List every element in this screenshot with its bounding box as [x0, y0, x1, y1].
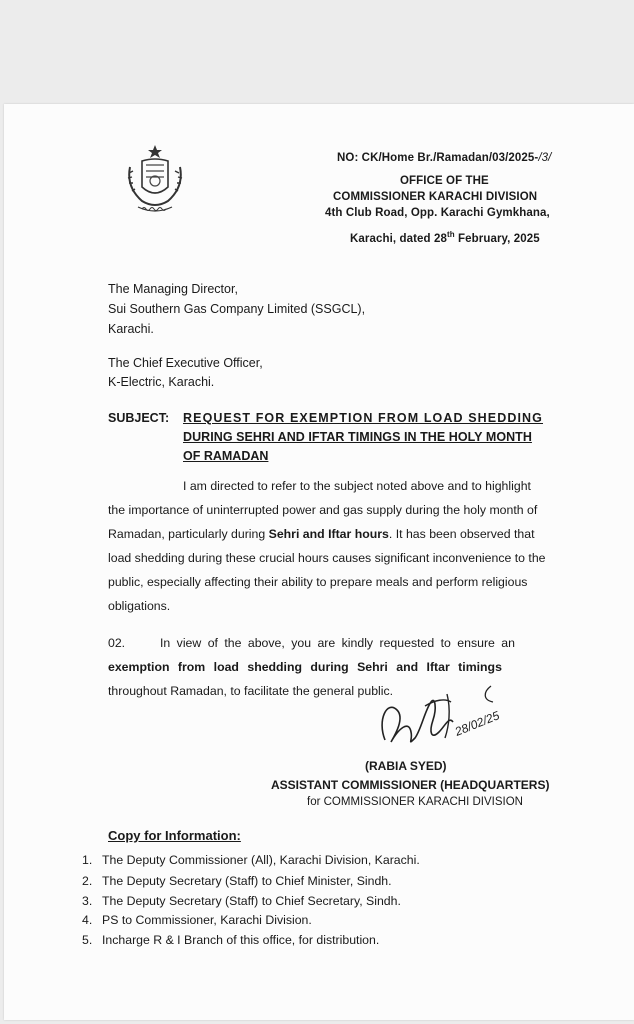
- para-1-line-1: I am directed to refer to the subject noted above and to highlight: [183, 479, 531, 493]
- copy-item-4-number: 4.: [82, 913, 93, 927]
- office-address: 4th Club Road, Opp. Karachi Gymkhana,: [325, 207, 550, 219]
- copy-item-5-number: 5.: [82, 933, 93, 947]
- government-seal-icon: [120, 143, 190, 217]
- addressee-1-line-2: Sui Southern Gas Company Limited (SSGCL),: [108, 302, 366, 316]
- office-name: COMMISSIONER KARACHI DIVISION: [333, 191, 538, 203]
- addressee-2-line-2: K-Electric, Karachi.: [108, 375, 215, 389]
- signature-icon: [365, 680, 515, 760]
- copy-item-2-number: 2.: [82, 874, 93, 888]
- subject-line-1: REQUEST FOR EXEMPTION FROM LOAD SHEDDING: [183, 411, 543, 425]
- addressee-1-line-1: The Managing Director,: [108, 282, 238, 296]
- addressee-2-line-1: The Chief Executive Officer,: [108, 356, 263, 370]
- subject-label: SUBJECT:: [108, 411, 170, 425]
- subject-line-3: OF RAMADAN: [183, 449, 269, 463]
- signatory-for: for COMMISSIONER KARACHI DIVISION: [307, 796, 523, 808]
- para-1-line-5: public, especially affecting their ability to prepare meals and perform religious: [108, 575, 528, 589]
- copy-item-3: The Deputy Secretary (Staff) to Chief Secretary, Sindh.: [102, 894, 401, 908]
- para-2-number: 02.: [108, 636, 126, 650]
- para-2-line-3: throughout Ramadan, to facilitate the general public.: [108, 684, 394, 698]
- copy-item-1-number: 1.: [82, 853, 93, 867]
- copy-item-3-number: 3.: [82, 894, 93, 908]
- letter-date: Karachi, dated 28th February, 2025: [350, 230, 540, 245]
- copy-item-2: The Deputy Secretary (Staff) to Chief Minister, Sindh.: [102, 874, 392, 888]
- copy-item-5: Incharge R & I Branch of this office, for distribution.: [102, 933, 380, 947]
- para-1-line-4: load shedding during these crucial hours causes significant inconvenience to the: [108, 551, 546, 565]
- reference-handwritten: /3/: [538, 152, 552, 164]
- signatory-designation: ASSISTANT COMMISSIONER (HEADQUARTERS): [271, 778, 550, 792]
- reference-number: NO: CK/Home Br./Ramadan/03/2025-/3/: [337, 152, 552, 164]
- para-2-line-2: exemption from load shedding during Sehri and Iftar timings: [108, 660, 502, 674]
- signatory-name: (RABIA SYED): [365, 759, 447, 773]
- copy-item-4: PS to Commissioner, Karachi Division.: [102, 913, 312, 927]
- para-1-line-2: the importance of uninterrupted power and gas supply during the holy month of: [108, 503, 538, 517]
- copy-item-1: The Deputy Commissioner (All), Karachi Division, Karachi.: [102, 853, 420, 867]
- addressee-1-line-3: Karachi.: [108, 322, 154, 336]
- copy-heading: Copy for Information:: [108, 828, 241, 843]
- para-1-line-6: obligations.: [108, 599, 171, 613]
- para-2-line-1: In view of the above, you are kindly requested to ensure an: [160, 636, 515, 650]
- para-1-line-3: Ramadan, particularly during Sehri and Iftar hours. It has been observed that: [108, 527, 535, 541]
- signature-date: 28/02/25: [452, 708, 502, 739]
- office-title: OFFICE OF THE: [400, 175, 489, 187]
- subject-line-2: DURING SEHRI AND IFTAR TIMINGS IN THE HOLY MONTH: [183, 430, 532, 444]
